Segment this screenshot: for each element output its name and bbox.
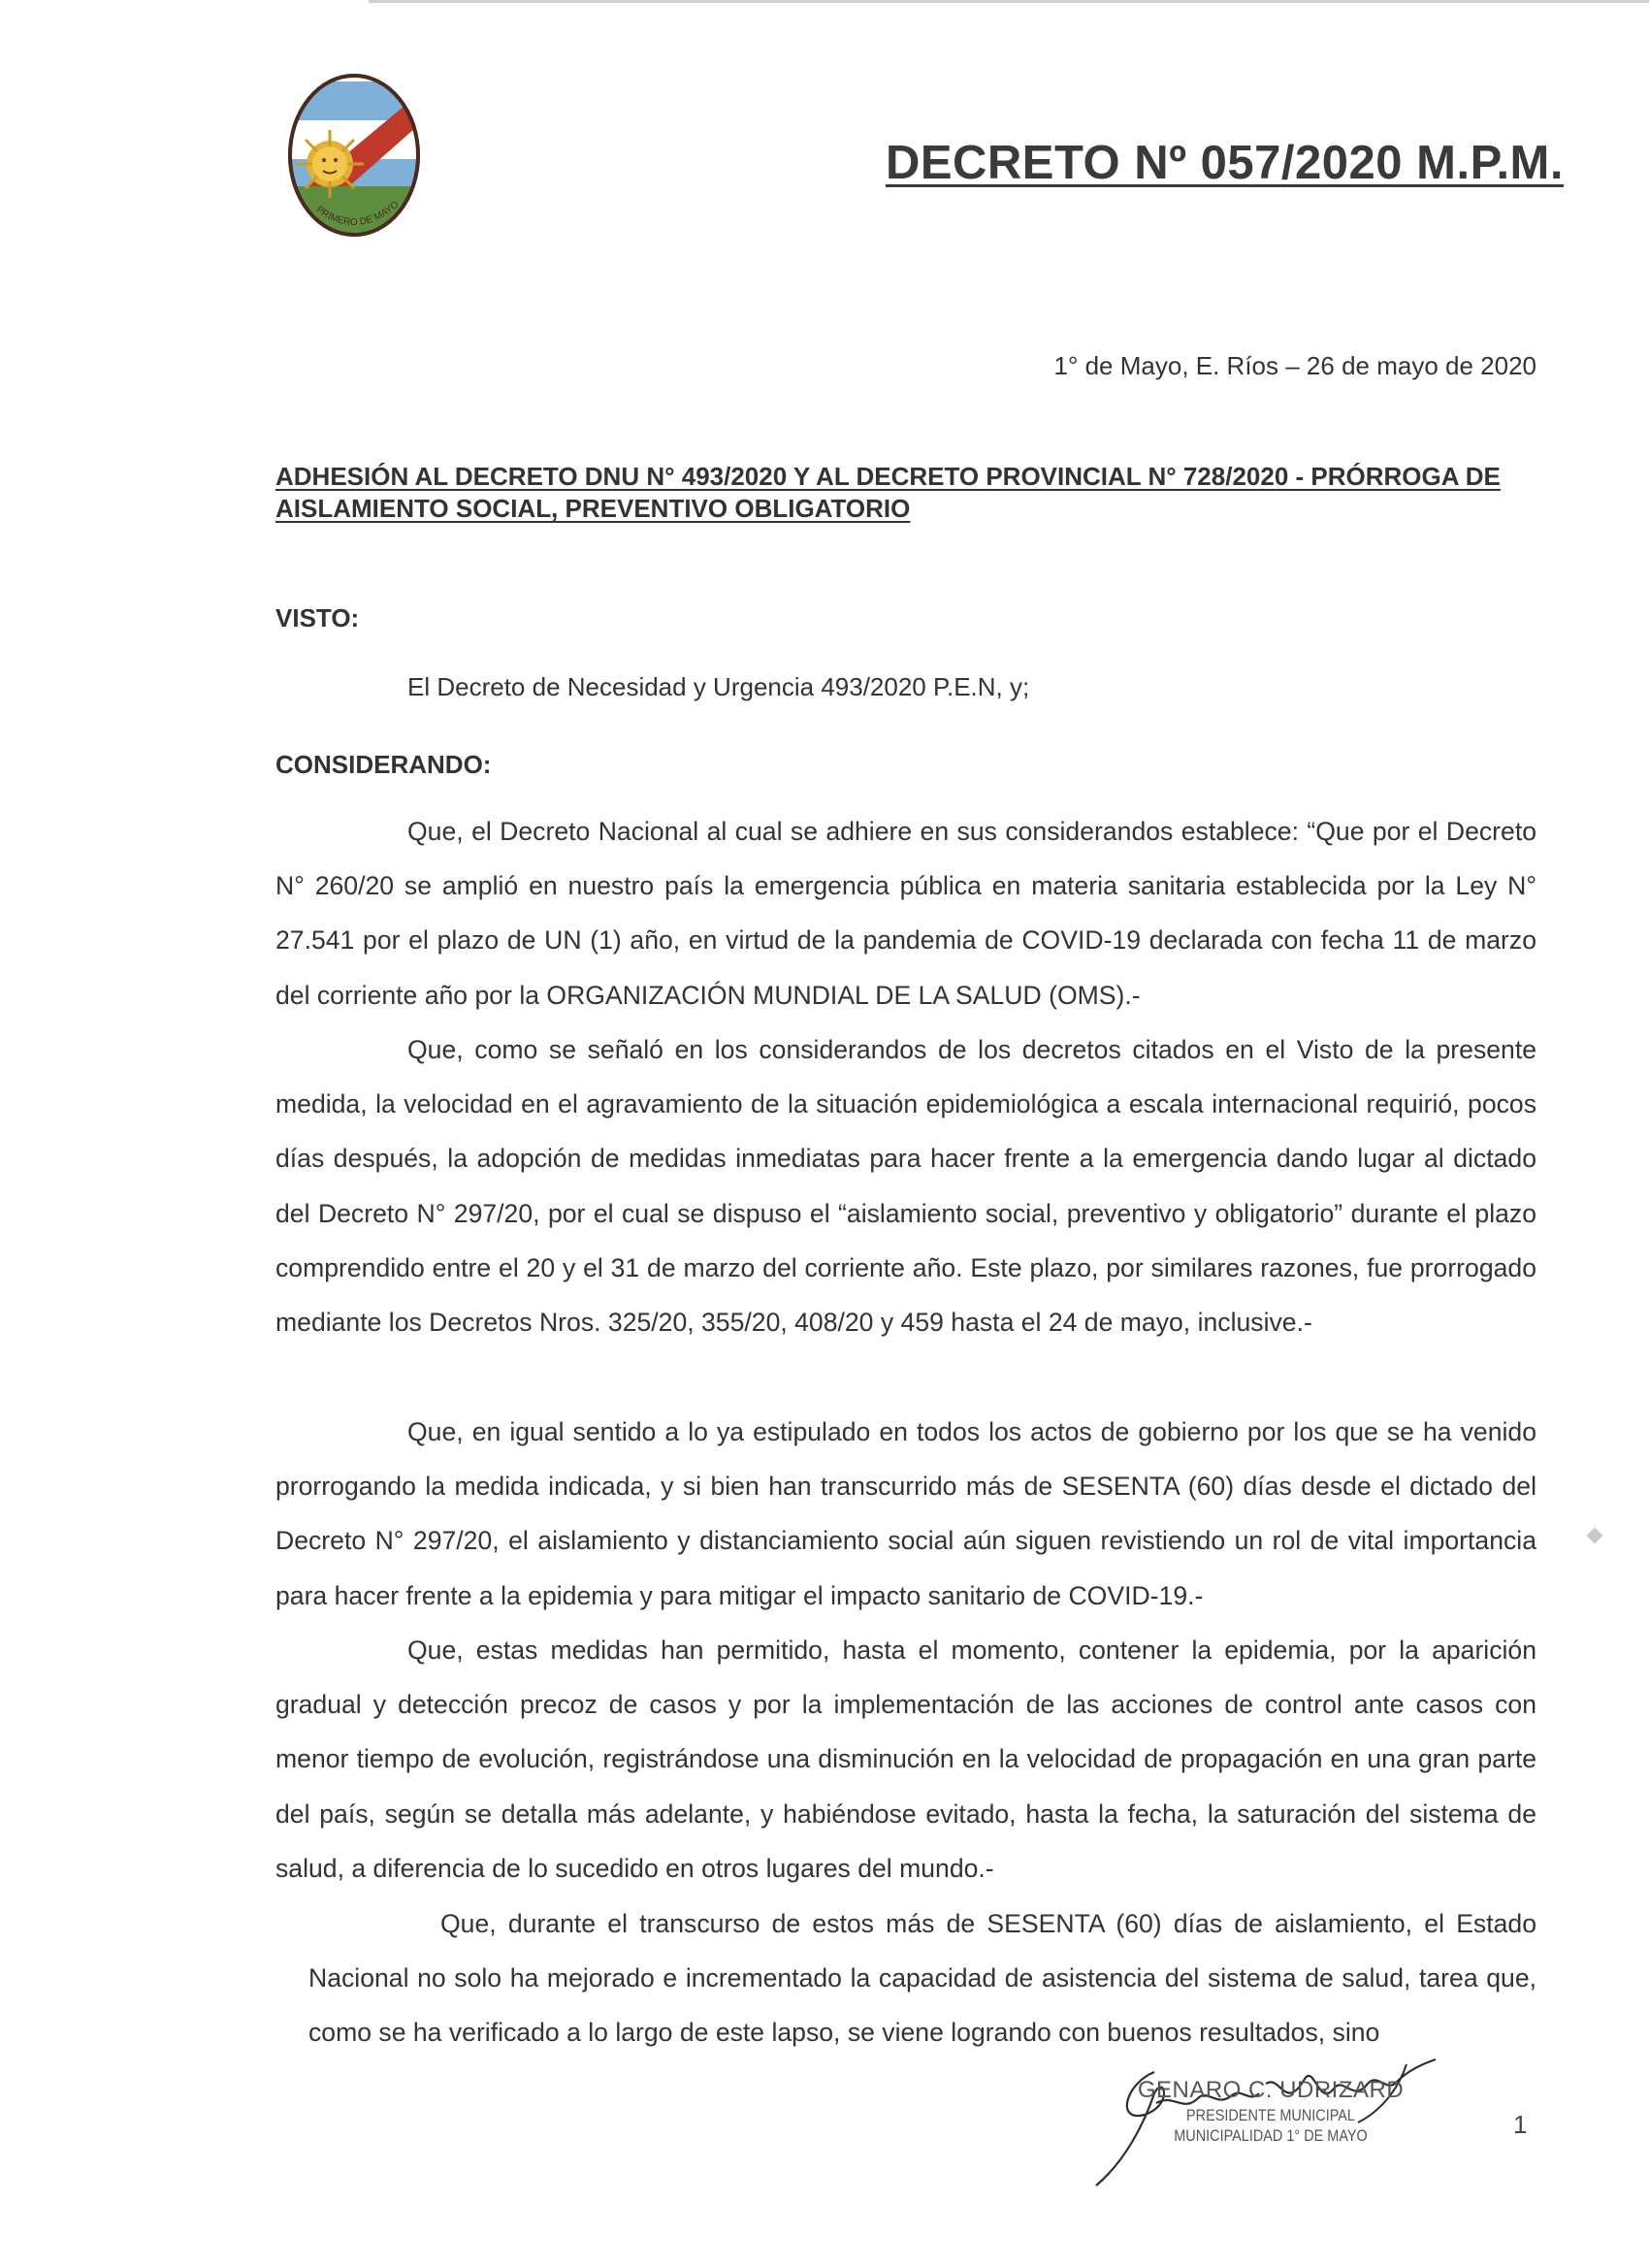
- decree-subject: ADHESIÓN AL DECRETO DNU N° 493/2020 Y AL DECRETO PROVINCIAL N° 728/2020 - PRÓRROGA DE AISLAMIENTO SOCIAL, PREVENTIVO OBLIGATORIO: [275, 462, 1501, 523]
- considerando-heading: CONSIDERANDO:: [275, 750, 492, 779]
- considerando-paragraph-1: Que, el Decreto Nacional al cual se adhiere en sus considerandos establece: “Que por el Decreto N° 260/20 se amplió en nuestro país la emergencia pública en materia sanitaria establecida por la Ley N° 27.541 por el plazo de UN (1) año, en virtud de la pandemia de COVID-19 declarada con fecha 11 de marzo del corriente año por la ORGANIZACIÓN MUNDIAL DE LA SALUD (OMS).-: [275, 817, 1536, 1010]
- svg-text:PRIMERO DE MAYO: [314, 199, 402, 228]
- considerando-paragraph-3: Que, en igual sentido a lo ya estipulado en todos los actos de gobierno por los que se ha venido prorrogando la medida indicada, y si bien han transcurrido más de SESENTA (60) días desde el dictado del Decreto N° 297/20, el aislamiento y distanciamiento social aún siguen revistiendo un rol de vital importancia para hacer frente a la epidemia y para mitigar el impacto sanitario de COVID-19.-: [275, 1417, 1536, 1610]
- emblem-ring-text: [286, 72, 422, 239]
- considerando-paragraph-5: Que, durante el transcurso de estos más de SESENTA (60) días de aislamiento, el Estado Nacional no solo ha mejorado e incrementado la capacidad de asistencia del sistema de salud, tarea que, como se ha verificado a lo largo de este lapso, se viene logrando con buenos resultados, sino: [308, 1909, 1536, 2048]
- visto-heading: VISTO:: [275, 603, 360, 632]
- signer-block: [1135, 2078, 1406, 2145]
- emblem-text: PRIMERO DE MAYO: [313, 199, 402, 229]
- signer-organization: MUNICIPALIDAD 1° DE MAYO: [1174, 2126, 1368, 2146]
- scan-speck: [1587, 1528, 1603, 1544]
- decree-title: DECRETO Nº 057/2020 M.P.M.: [885, 137, 1564, 189]
- visto-text: El Decreto de Necesidad y Urgencia 493/2020 P.E.N, y;: [407, 672, 1030, 701]
- considerando-paragraph-4: Que, estas medidas han permitido, hasta el momento, contener la epidemia, por la aparición gradual y detección precoz de casos y por la implementación de las acciones de control ante casos con menor tiempo de evolución, registrándose una disminución en la velocidad de propagación en una gran parte del país, según se detalla más adelante, y habiéndose evitado, hasta la fecha, la saturación del sistema de salud, a diferencia de lo sucedido en otros lugares del mundo.-: [275, 1636, 1536, 1883]
- signer-name: GENARO C. UDRIZARD: [1137, 2077, 1405, 2103]
- page-number: 1: [1513, 2110, 1528, 2139]
- date-line: 1° de Mayo, E. Ríos – 26 de mayo de 2020: [1053, 351, 1536, 380]
- considerando-paragraph-2: Que, como se señaló en los considerandos de los decretos citados en el Visto de la presente medida, la velocidad en el agravamiento de la situación epidemiológica a escala internacional requirió, pocos días después, la adopción de medidas inmediatas para hacer frente a la emergencia dando lugar al dictado del Decreto N° 297/20, por el cual se dispuso el “aislamiento social, preventivo y obligatorio” durante el plazo comprendido entre el 20 y el 31 de marzo del corriente año. Este plazo, por similares razones, fue prorrogado mediante los Decretos Nros. 325/20, 355/20, 408/20 y 459 hasta el 24 de mayo, inclusive.-: [275, 1035, 1536, 1338]
- scan-edge-line: [369, 0, 1649, 3]
- signer-role: PRESIDENTE MUNICIPAL: [1186, 2106, 1355, 2125]
